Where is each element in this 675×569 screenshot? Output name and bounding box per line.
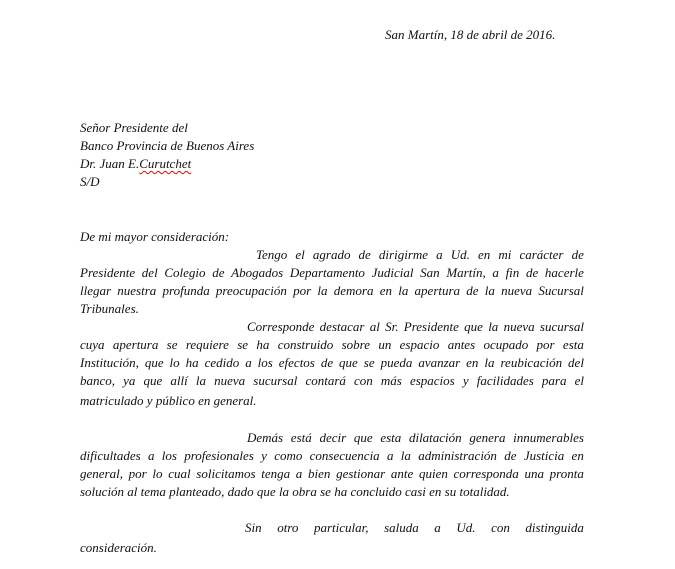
word: en	[477, 247, 491, 262]
para3-line3	[80, 466, 584, 482]
word: se	[166, 337, 178, 352]
word: carácter	[519, 247, 564, 262]
para2-line3	[80, 355, 584, 371]
word: tenga	[261, 466, 291, 481]
word: Abogados	[231, 265, 284, 280]
word: por	[536, 337, 555, 352]
word: innumerables	[513, 430, 584, 445]
word: distinguida	[525, 520, 584, 535]
word: a	[492, 265, 499, 280]
word: espacios	[409, 373, 455, 388]
word: Justicia	[523, 448, 565, 463]
word: reubicación	[500, 355, 563, 370]
word: que	[143, 373, 163, 388]
word: apertura	[112, 337, 159, 352]
para3-line1	[247, 430, 584, 446]
word: los	[161, 448, 177, 463]
para1-line3	[80, 283, 584, 299]
word: apertura	[414, 283, 461, 298]
word: se	[237, 337, 249, 352]
word: Sr.	[385, 319, 399, 334]
word: nuestra	[117, 283, 157, 298]
word: profesionales	[184, 448, 254, 463]
word: otro	[277, 520, 299, 535]
word: que	[464, 319, 483, 334]
word: Corresponde	[247, 319, 315, 334]
word: la	[400, 448, 411, 463]
word: nueva	[503, 319, 535, 334]
word: a	[434, 520, 441, 535]
word: ha	[185, 355, 199, 370]
word: por	[128, 466, 147, 481]
word: por	[293, 283, 312, 298]
word: Tengo	[256, 247, 288, 262]
word: en	[571, 448, 584, 463]
word: destacar	[319, 319, 365, 334]
word: contará	[305, 373, 346, 388]
word: Presidente	[80, 265, 136, 280]
word: de	[504, 448, 517, 463]
word: de	[320, 355, 334, 370]
word: cedido	[204, 355, 240, 370]
word: como	[274, 448, 303, 463]
word: los	[257, 355, 273, 370]
word: Departamento	[289, 265, 365, 280]
word: lo	[152, 466, 163, 481]
para2-line4	[80, 373, 584, 389]
word: de	[358, 247, 371, 262]
word: del	[141, 265, 158, 280]
para2-line5: matriculado y público en general.	[80, 393, 257, 408]
word: solicitamos	[196, 466, 256, 481]
word: mi	[498, 247, 512, 262]
word: y	[261, 448, 267, 463]
word: dilatación	[408, 430, 462, 445]
word: la	[484, 355, 495, 370]
word: pronta	[549, 466, 584, 481]
word: bien	[307, 466, 331, 481]
spellcheck-flagged-word: Curutchet	[139, 156, 192, 171]
word: ha	[256, 337, 270, 352]
word: facilidades	[476, 373, 534, 388]
word: demora	[333, 283, 374, 298]
word: Institución,	[80, 355, 139, 370]
word: de	[212, 265, 225, 280]
word: San	[420, 265, 440, 280]
word: a	[295, 466, 303, 481]
word: saluda	[384, 520, 419, 535]
para2-line2	[80, 337, 584, 353]
word: Ud.	[450, 247, 470, 262]
word: pueda	[380, 355, 413, 370]
para1-line2	[80, 265, 584, 281]
word: la	[317, 283, 328, 298]
word: la	[195, 373, 206, 388]
word: para	[541, 373, 567, 388]
word: a	[245, 355, 252, 370]
word: el	[574, 373, 584, 388]
word: nueva	[214, 373, 246, 388]
word: genera	[469, 430, 506, 445]
word: Demás	[247, 430, 284, 445]
word: dificultades	[80, 448, 141, 463]
word: ya	[123, 373, 136, 388]
word: de	[525, 265, 539, 280]
word: la	[398, 283, 409, 298]
salutation: De mi mayor consideración:	[80, 229, 230, 244]
word: la	[488, 319, 499, 334]
word: hacerle	[544, 265, 584, 280]
word: Judicial	[371, 265, 414, 280]
word: está	[290, 430, 312, 445]
word: con	[354, 373, 373, 388]
word: consecuencia	[309, 448, 380, 463]
word: el	[295, 247, 305, 262]
recipient-bank: Banco Provincia de Buenos Aires	[80, 138, 255, 153]
word: fin	[505, 265, 520, 280]
word: cuya	[80, 337, 105, 352]
word: que	[353, 430, 373, 445]
word: efectos	[278, 355, 315, 370]
word: esta	[380, 430, 402, 445]
word: requiere	[185, 337, 229, 352]
para3-line2	[80, 448, 584, 464]
word: Martín,	[446, 265, 486, 280]
word: nueva	[501, 283, 533, 298]
word: una	[524, 466, 544, 481]
word: gestionar	[336, 466, 386, 481]
word: dirigirme	[378, 247, 429, 262]
date-line: San Martín, 18 de abril de 2016.	[385, 27, 556, 42]
word: sucursal	[253, 373, 298, 388]
word: Sucursal	[538, 283, 584, 298]
word: en	[379, 283, 392, 298]
word: administración	[418, 448, 497, 463]
word: a	[386, 448, 394, 463]
word: antes	[447, 337, 476, 352]
word: esta	[562, 337, 584, 352]
para3-line4: solución al tema planteado, dado que la obra se ha concluido casi en su totalidad.	[80, 484, 510, 499]
word: particular,	[313, 520, 369, 535]
word: a	[436, 247, 443, 262]
word: con	[491, 520, 510, 535]
word: se	[363, 355, 375, 370]
word: ante	[390, 466, 414, 481]
word: allí	[170, 373, 188, 388]
word: construido	[277, 337, 334, 352]
word: que	[144, 355, 164, 370]
word: la	[484, 283, 495, 298]
word: sucursal	[539, 319, 584, 334]
word: decir	[319, 430, 347, 445]
recipient-name	[80, 156, 191, 172]
word: y	[462, 373, 469, 388]
word: preocupación	[215, 283, 287, 298]
para2-line1	[247, 319, 584, 335]
word: en	[466, 355, 479, 370]
word: banco,	[80, 373, 116, 388]
word: agrado	[312, 247, 351, 262]
recipient-title: Señor Presidente del	[80, 120, 188, 135]
word: Sin	[245, 520, 262, 535]
word: Presidente	[403, 319, 459, 334]
word: profunda	[162, 283, 210, 298]
word: llegar	[80, 283, 112, 298]
word: a	[147, 448, 155, 463]
word: ocupado	[483, 337, 529, 352]
closing-line2: consideración.	[80, 540, 157, 555]
word: avanzar	[418, 355, 461, 370]
word: más	[380, 373, 402, 388]
word: general,	[80, 466, 123, 481]
word: Colegio	[164, 265, 206, 280]
closing-line1	[245, 520, 584, 536]
word: un	[378, 337, 392, 352]
word: lo	[169, 355, 180, 370]
word: del	[568, 355, 584, 370]
word: al	[369, 319, 380, 334]
word: cual	[168, 466, 191, 481]
para1-line4: Tribunales.	[80, 301, 139, 316]
word: quien	[418, 466, 448, 481]
recipient-sd: S/D	[80, 174, 100, 189]
word: Ud.	[456, 520, 476, 535]
word: sobre	[341, 337, 371, 352]
word: corresponda	[453, 466, 519, 481]
word: de	[571, 247, 584, 262]
word: de	[466, 283, 479, 298]
para1-line1	[256, 247, 584, 263]
word: espacio	[399, 337, 440, 352]
recipient-name-prefix: Dr. Juan E.	[80, 156, 140, 171]
word: que	[339, 355, 358, 370]
